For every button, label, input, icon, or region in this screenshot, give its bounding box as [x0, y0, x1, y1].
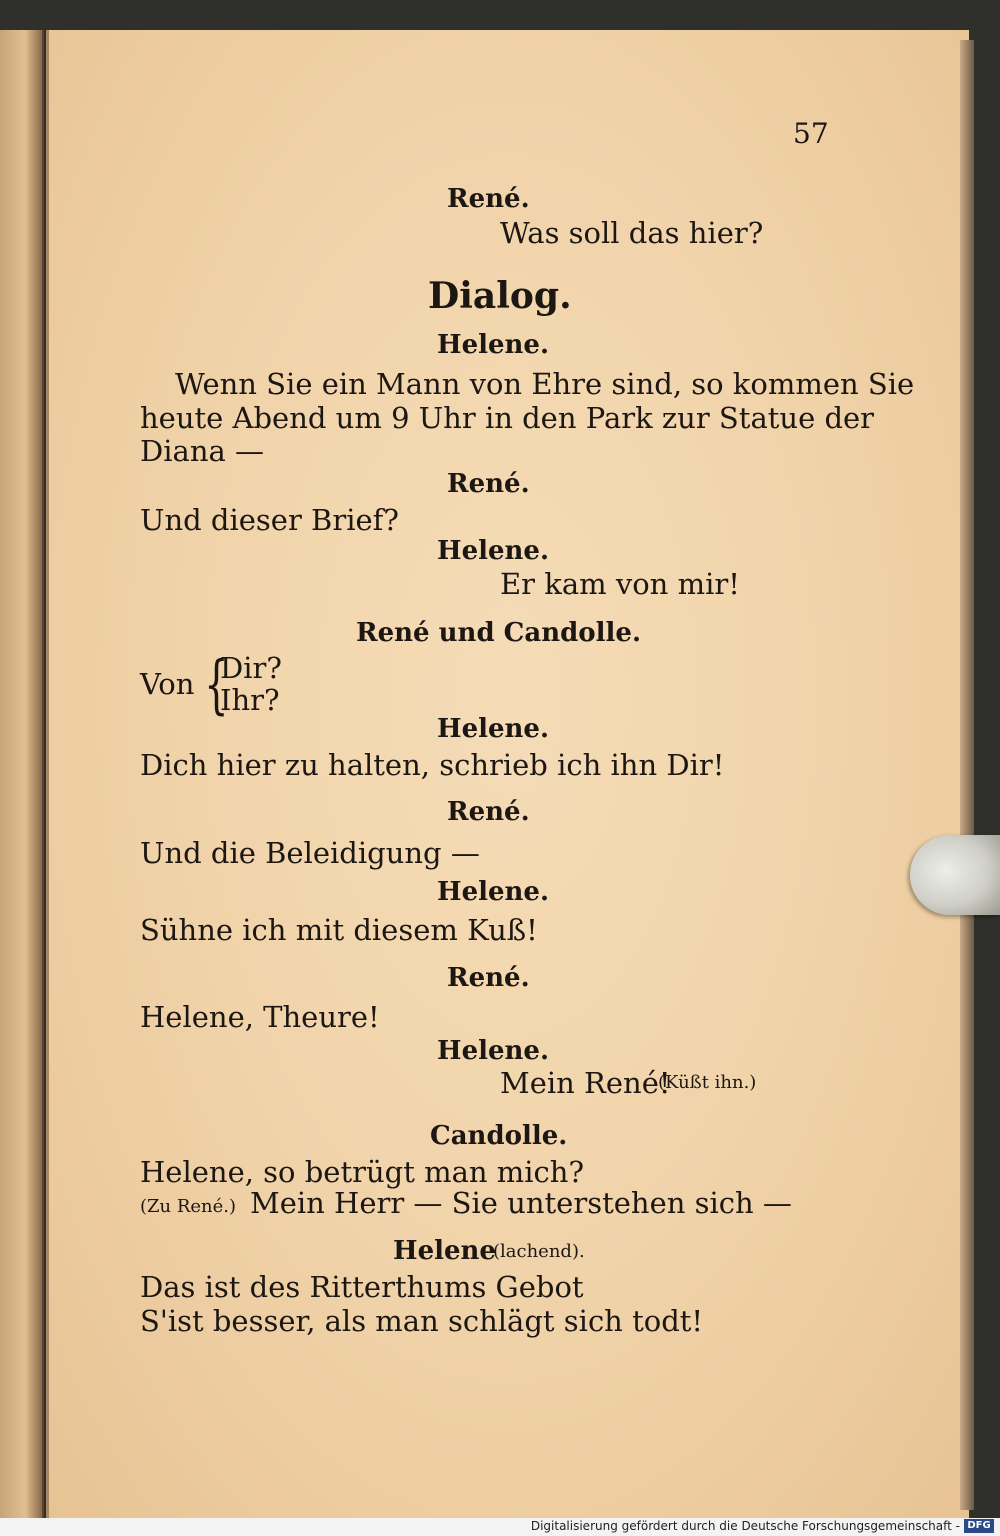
speaker-helene: Helene [393, 1236, 496, 1266]
dfg-logo: DFG [964, 1519, 994, 1533]
speaker-helene: Helene. [437, 714, 550, 744]
dialogue-line: Dich hier zu halten, schrieb ich ihn Dir! [140, 748, 725, 782]
page-number: 57 [793, 117, 829, 150]
dialogue-option: Dir? [220, 651, 282, 685]
stage-direction: (lachend). [493, 1241, 585, 1262]
left-page-edge [0, 30, 44, 1520]
speaker-rene: René. [447, 469, 530, 499]
speaker-rene: René. [447, 963, 530, 993]
dialogue-line: Mein René! [500, 1066, 671, 1100]
dialogue-line: Und die Beleidigung — [140, 836, 480, 870]
dialogue-line: Das ist des Ritterthums Gebot [140, 1270, 584, 1304]
speaker-rene-candolle: René und Candolle. [356, 618, 641, 648]
dialogue-line: Sühne ich mit diesem Kuß! [140, 913, 538, 947]
dialogue-line: S'ist besser, als man schlägt sich todt! [140, 1304, 704, 1338]
speaker-candolle: Candolle. [430, 1121, 568, 1151]
page-clip-tab [910, 835, 1000, 915]
speaker-rene: René. [447, 184, 530, 214]
dialogue-line: heute Abend um 9 Uhr in den Park zur Statue der [140, 401, 875, 435]
footer-credit: Digitalisierung gefördert durch die Deutsche Forschungsgemeinschaft - [530, 1519, 960, 1533]
dialogue-line: Diana — [140, 434, 265, 468]
brace-symbol: { [204, 648, 229, 722]
section-heading: Dialog. [428, 275, 572, 317]
dialogue-line: Von [140, 667, 195, 701]
speaker-rene: René. [447, 797, 530, 827]
page-edge-right [960, 40, 974, 1510]
dialogue-line: Helene, Theure! [140, 1000, 380, 1034]
speaker-helene: Helene. [437, 877, 550, 907]
dialogue-line: Helene, so betrügt man mich? [140, 1155, 585, 1189]
dialogue-line: Wenn Sie ein Mann von Ehre sind, so kommen Sie [175, 367, 915, 401]
stage-direction: (Zu René.) [140, 1196, 237, 1217]
dialogue-line: Was soll das hier? [500, 216, 764, 250]
stage-direction: (Küßt ihn.) [658, 1072, 757, 1093]
dialogue-line: Mein Herr — Sie unterstehen sich — [250, 1186, 792, 1220]
speaker-helene: Helene. [437, 536, 550, 566]
dialogue-line: Und dieser Brief? [140, 503, 399, 537]
dialogue-option: Ihr? [220, 683, 280, 717]
speaker-helene: Helene. [437, 330, 550, 360]
dialogue-line: Er kam von mir! [500, 567, 740, 601]
speaker-helene: Helene. [437, 1036, 550, 1066]
